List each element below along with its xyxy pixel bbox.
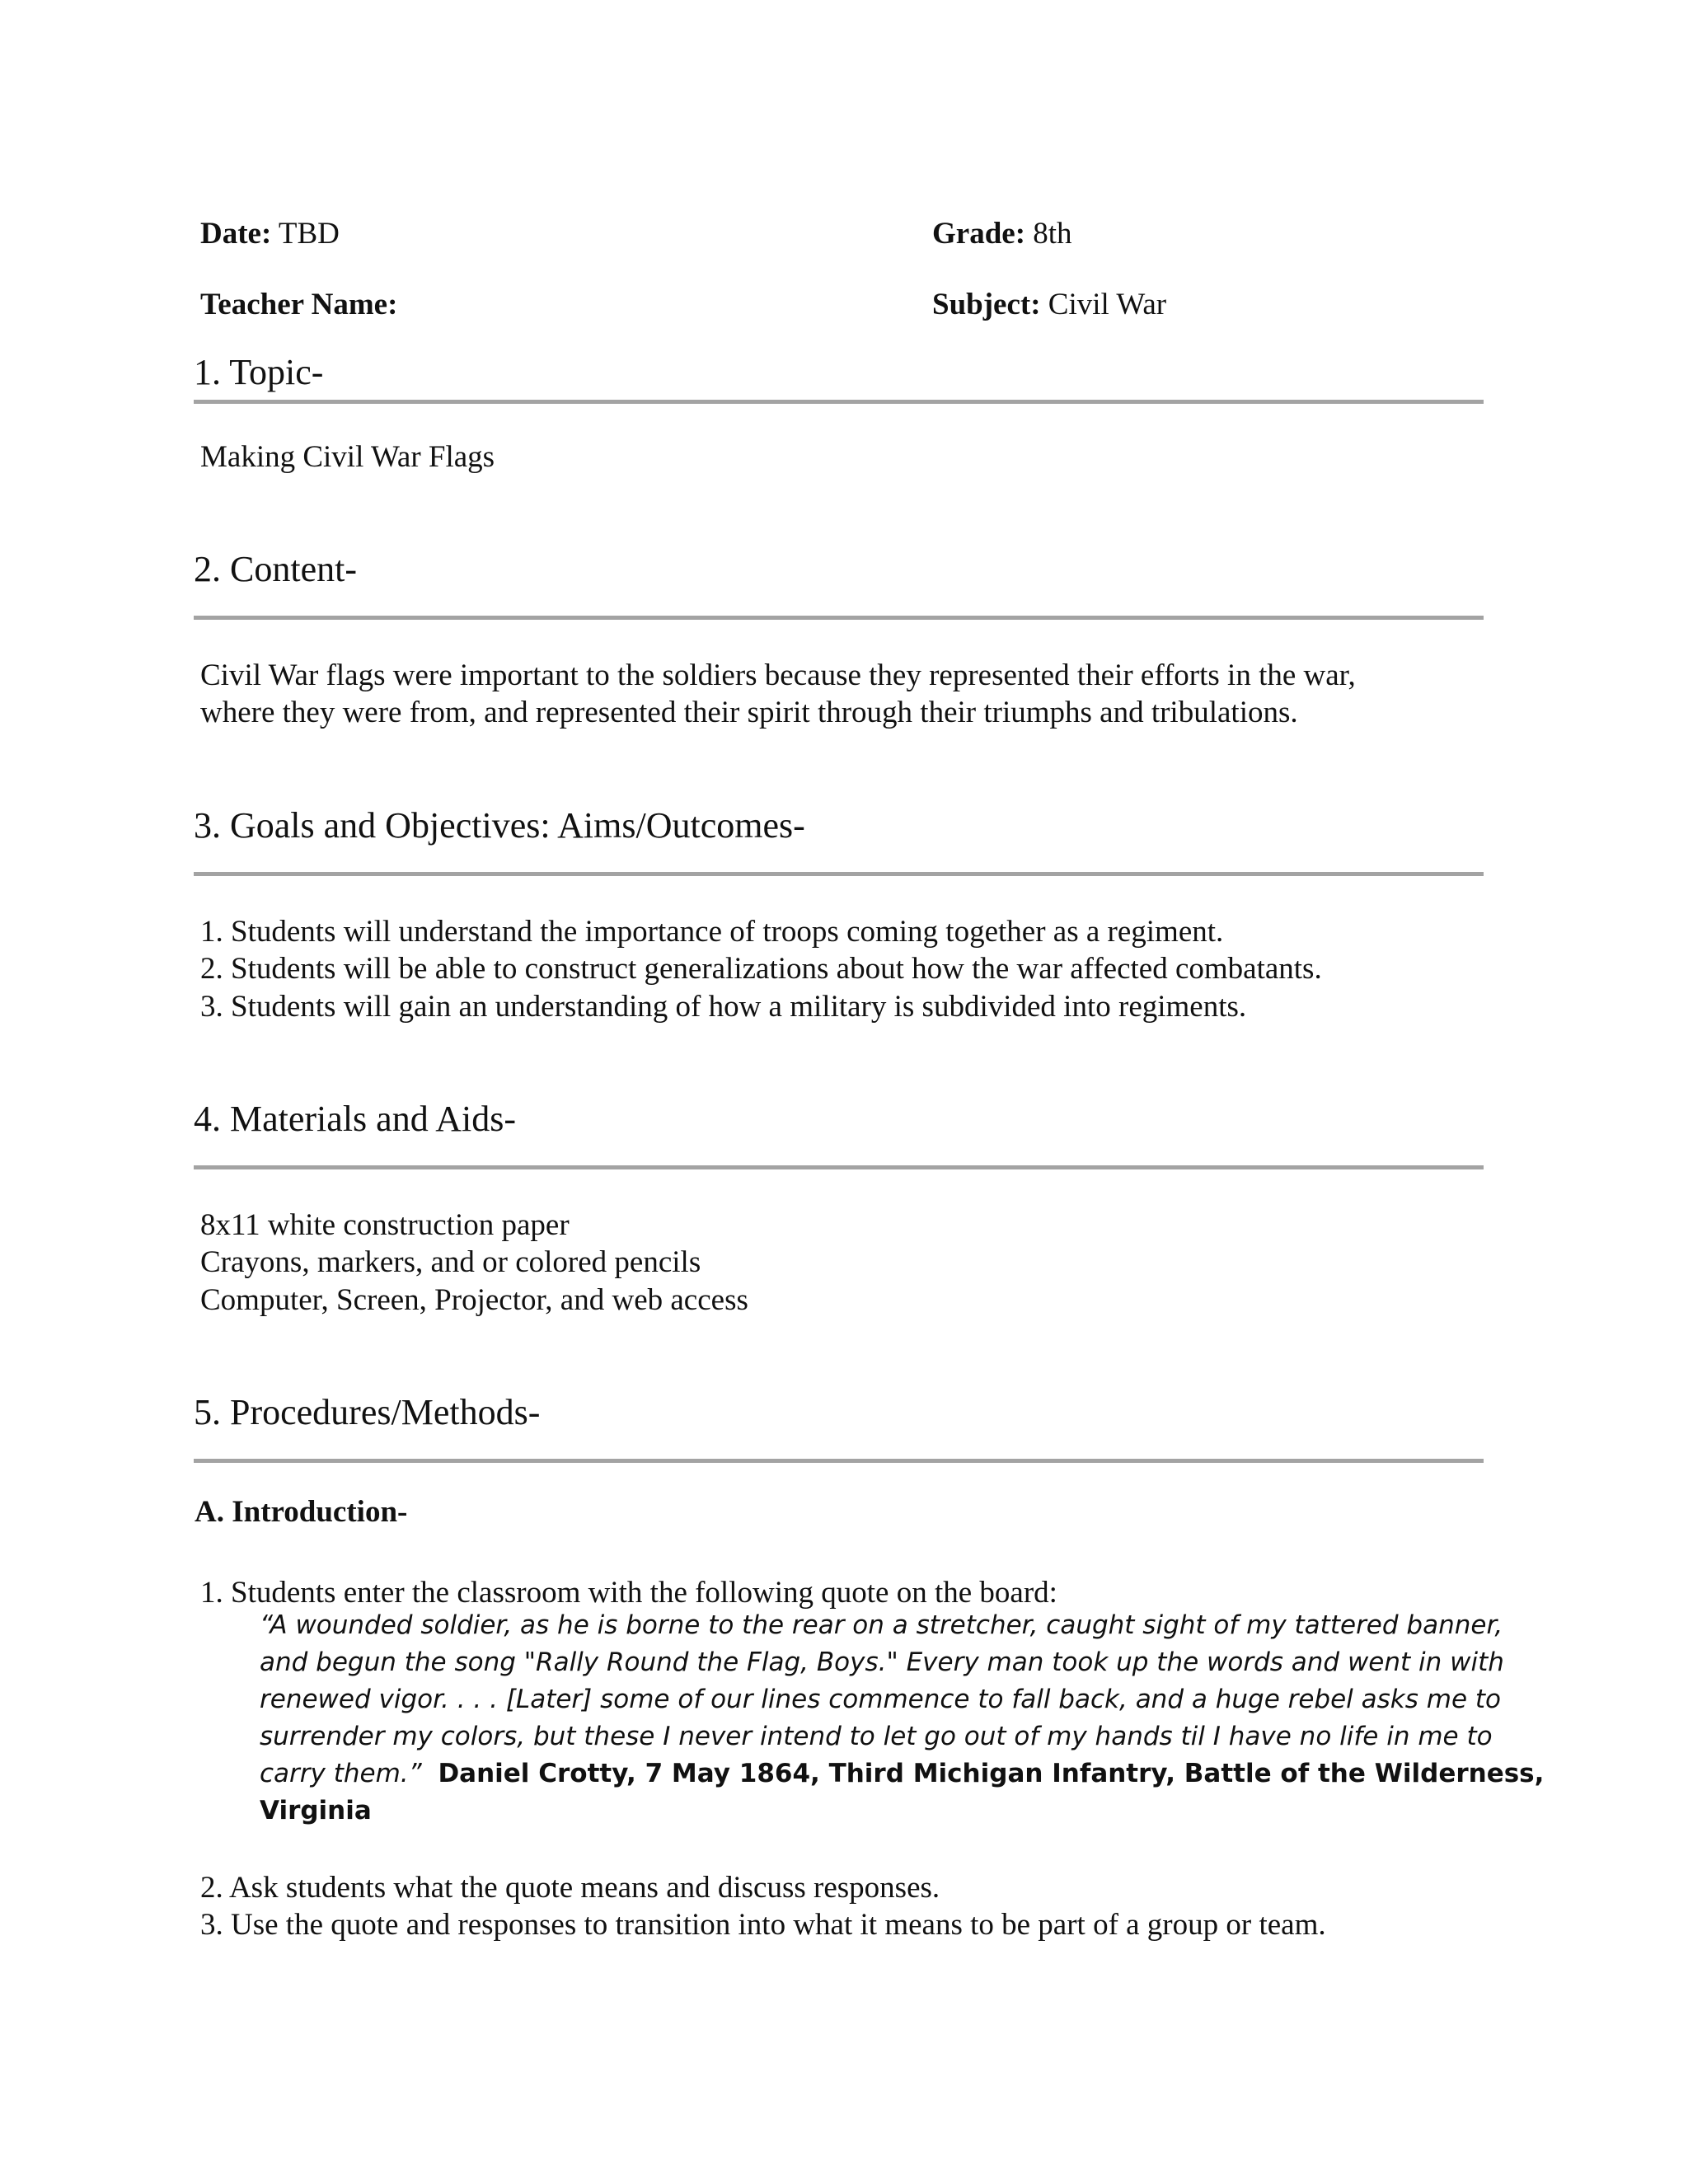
quote-line: renewed vigor. . . . [Later] some of our lines commence to fall back, and a huge rebel asks me to xyxy=(260,1685,1501,1714)
content-heading: 2. Content- xyxy=(194,549,357,589)
procedure-step: 3. Use the quote and responses to transition into what it means to be part of a group or team. xyxy=(200,1908,1326,1942)
quote-line: carry them.” xyxy=(260,1759,422,1788)
material-item: Computer, Screen, Projector, and web access xyxy=(200,1283,748,1317)
teacher-field xyxy=(200,287,397,323)
topic-body: Making Civil War Flags xyxy=(200,440,495,474)
grade-label: Grade: xyxy=(932,217,1026,251)
date-label: Date: xyxy=(200,217,272,251)
subject-field xyxy=(932,287,1166,323)
topic-heading: 1. Topic- xyxy=(194,352,324,392)
subject-label: Subject: xyxy=(932,288,1041,321)
quote-line: “A wounded soldier, as he is borne to the rear on a stretcher, caught sight of my tattered banner, xyxy=(260,1610,1503,1640)
material-item: 8x11 white construction paper xyxy=(200,1208,570,1242)
subject-value: Civil War xyxy=(1048,288,1167,321)
date-field xyxy=(200,216,340,252)
goal-item: 3. Students will gain an understanding of how a military is subdivided into regiments. xyxy=(200,990,1247,1024)
soldier-quote xyxy=(260,1607,1545,1830)
topic-divider xyxy=(194,400,1484,404)
quote-line: surrender my colors, but these I never intend to let go out of my hands til I have no life in me to xyxy=(260,1722,1493,1751)
content-divider xyxy=(194,616,1484,620)
material-item: Crayons, markers, and or colored pencils xyxy=(200,1245,701,1279)
procedure-step: 2. Ask students what the quote means and discuss responses. xyxy=(200,1871,940,1905)
procedures-divider xyxy=(194,1459,1484,1463)
materials-divider xyxy=(194,1165,1484,1169)
goal-item: 2. Students will be able to construct generalizations about how the war affected combatants. xyxy=(200,952,1322,986)
grade-field xyxy=(932,216,1072,252)
quote-attribution: Virginia xyxy=(260,1796,372,1825)
grade-value: 8th xyxy=(1033,217,1072,251)
content-line: Civil War flags were important to the soldiers because they represented their efforts in the war, xyxy=(200,658,1356,692)
quote-line: and begun the song "Rally Round the Flag, Boys." Every man took up the words and went in with xyxy=(260,1647,1504,1677)
content-line: where they were from, and represented their spirit through their triumphs and tribulations. xyxy=(200,696,1298,729)
procedure-step: 1. Students enter the classroom with the following quote on the board: xyxy=(200,1576,1057,1610)
introduction-subheading: A. Introduction- xyxy=(195,1495,408,1529)
quote-attribution: Daniel Crotty, 7 May 1864, Third Michigan Infantry, Battle of the Wilderness, xyxy=(438,1759,1545,1788)
materials-heading: 4. Materials and Aids- xyxy=(194,1099,517,1139)
goals-heading: 3. Goals and Objectives: Aims/Outcomes- xyxy=(194,805,805,846)
teacher-label: Teacher Name: xyxy=(200,288,398,321)
date-value: TBD xyxy=(278,217,340,251)
goals-divider xyxy=(194,872,1484,876)
goal-item: 1. Students will understand the importance of troops coming together as a regiment. xyxy=(200,915,1224,949)
procedures-heading: 5. Procedures/Methods- xyxy=(194,1392,541,1432)
